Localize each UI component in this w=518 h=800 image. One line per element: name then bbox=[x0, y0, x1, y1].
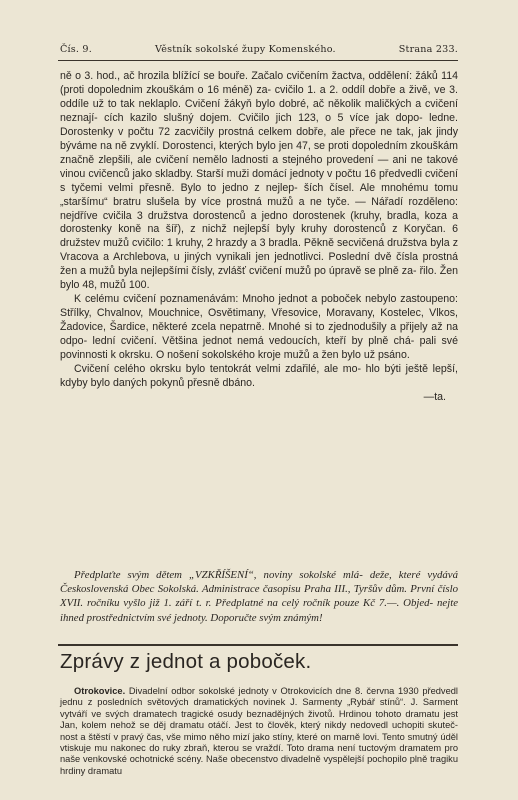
section-rule bbox=[58, 644, 458, 646]
article-paragraph-2: K celému cvičení poznamenávám: Mnoho jednot a poboček nebylo zastoupeno: Střílky, Chvalnov, Mouchnice, Osvětimany, Vřesovice, Moravany, Kostelec, Vlkos, Žadovice, Šardice, některé zcela nepatrně. Mnohé si to zjednodušily a přijely až na odpo- lední cvičení. Většina jednot nemá vedoucích, kteří by plně chá- pali své povinnosti k okrsku. O nošení sokolského kroje mužů a žen bylo už psáno. bbox=[60, 293, 458, 362]
section-body bbox=[60, 686, 458, 777]
notice-text: Předplaťte svým dětem „VZKŘÍŠENÍ“, noviny sokolské mlá- deže, které vydává Československá Obec Sokolská. Administrace časopisu Praha III., Tyršův dům. První číslo XVII. ročníku vyšlo již 1. září t. r. Předplatné na celý ročník pouze Kč 7.—. Objed- nejte ihned prostřednictvím své jednoty. Doporučte svým známým! bbox=[60, 569, 458, 624]
article-paragraph-3: Cvičení celého okrsku bylo tentokrát velmi zdařilé, ale mo- hlo býti ještě lepší, kdyby bylo daných pokynů přesně dbáno. bbox=[60, 363, 458, 389]
running-header bbox=[60, 44, 458, 55]
article-paragraph-1: ně o 3. hod., ač hrozila blížící se bouře. Začalo cvičením žactva, oddělení: žáků 114 (proti dopolednim zkouškám o 16 méně) za- cvičilo 1. a 2. oddíl dobře a živě, ve 3. oddíle už to tak neklaplo. Cvičení žákyň bylo dobré, ač několik maličkých a cvičení neznají- cích kazilo slušný dojem. Cvičilo jich 123, o 5 více jak dopo- ledne. Dorostenky v počtu 72 zacvičily prostná celkem dobře, ale přece ne tak, jak jindy býváme na ně zvyklí. Dorostenci, kterých bylo jen 47, se proti dopoledním zkouškám značně zlepšili, ale cvičení nemělo ladnosti a stejného provedení — ani ne takové vinou cvičenců jako skladby. Starší muži domácí jednoty v počtu 16 předvedli cvičení s tyčemi velmi přesně. Bylo to jedno z nejlep- ších čísel. Ale mnohému tomu „staršímu“ bratru slušela by více prostná mužů a ne tyče. — Nářadí rozděleno: nejdříve cvičila 3 družstva dorostenců a jedno dorostenek (kruhy, bradla, koza a dorostenky koně na šíř), z nichž nejlepší byly kruhy dorostenců z Koryčan. 6 družstev mužů cvičilo: 1 kruhy, 2 hrazdy a 3 bradla. Pěkně secvičená družstva byla z Vracova a Archlebova, u jiných vynikali jen jednotlivci. Poslední dvě čísla prostná žen a mužů byla nejlepšími čísly, zvlášť cvičení mužů po úpravě se plně za- řilo. Žen bylo 48, mužů 100. bbox=[60, 70, 458, 292]
section-paragraph bbox=[60, 686, 458, 777]
subscription-notice bbox=[60, 568, 458, 625]
article-signature: —ta. bbox=[423, 390, 446, 403]
section-title: Zprávy z jednot a poboček. bbox=[60, 650, 312, 673]
page-number: Strana 233. bbox=[398, 44, 458, 55]
issue-number: Čís. 9. bbox=[60, 44, 92, 55]
header-rule bbox=[58, 60, 458, 61]
journal-title: Věstník sokolské župy Komenského. bbox=[154, 44, 336, 55]
section-lead-place: Otrokovice. bbox=[74, 686, 126, 696]
article-body bbox=[60, 70, 458, 405]
section-paragraph-text: Divadelní odbor sokolské jednoty v Otrokovicích dne 8. června 1930 předvedl jednu z posledních světových dramatických novinek J. Sarmenty „Rybář stínů“. J. Sarment vytváří ve svých dramatech tragické osudy beznadějných životů. Hrdinou tohoto dramatu jest Jan, kolem nehož se děj dramatu otáčí. Jest to člověk, který nikdy nedovedl uchopiti skuteč- nost a štěstí v pravý čas, vše mimo něho mizí jako stíny, které on marně lovi. Tento smutný úděl vtiskuje mu nakonec do ruky zbraň, kterou se vraždí. Toto drama není tuctovým dramatem pro naše venkovské ochotnické scény. Naše obecenstvo divadelně vyspělejší pochopilo plně tragiku hrdiny dramatu bbox=[60, 686, 458, 776]
